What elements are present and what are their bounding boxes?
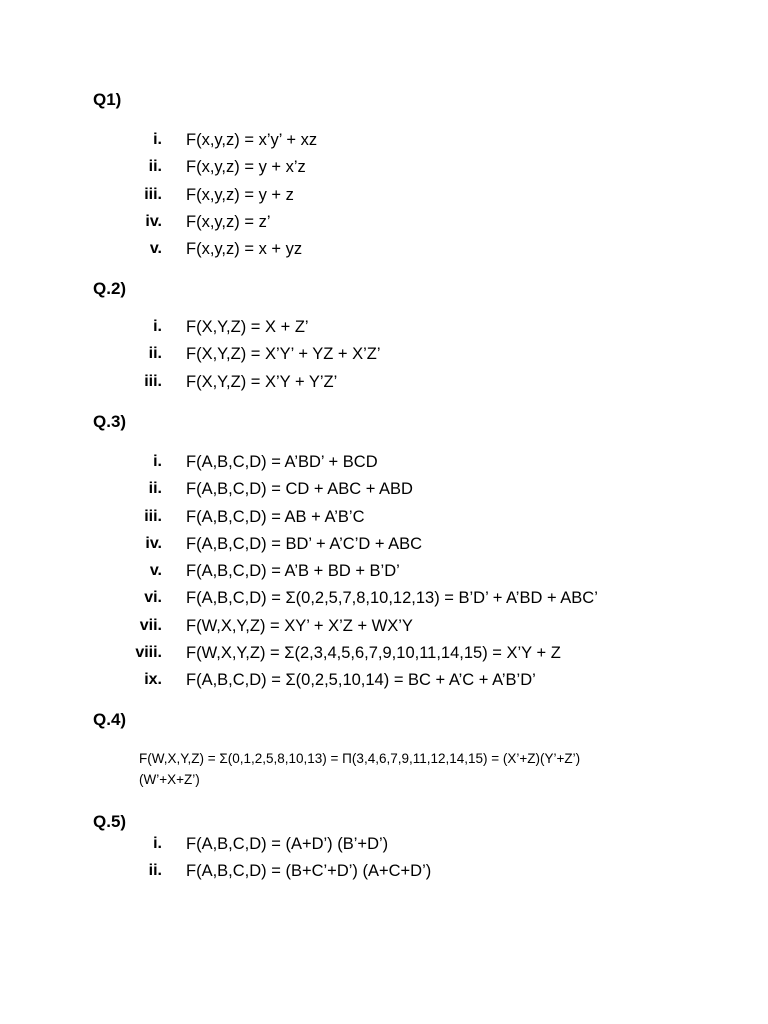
item-expression: F(A,B,C,D) = Σ(0,2,5,10,14) = BC + A’C + A’B’D’	[186, 671, 536, 690]
list-item	[0, 344, 768, 371]
item-expression: F(W,X,Y,Z) = Σ(2,3,4,5,6,7,9,10,11,14,15) = X’Y + Z	[186, 644, 561, 663]
item-expression: F(X,Y,Z) = X’Y’ + YZ + X’Z’	[186, 345, 381, 364]
list-item	[0, 317, 768, 344]
item-number: i.	[153, 318, 162, 335]
list-item	[0, 616, 768, 643]
item-expression: F(x,y,z) = x + yz	[186, 240, 303, 259]
item-expression: F(A,B,C,D) = A’B + BD + B’D’	[186, 562, 400, 581]
item-number: ix.	[144, 671, 162, 689]
item-number: i.	[153, 131, 162, 148]
item-number: ii.	[148, 158, 162, 176]
question-2-heading: Q.2)	[93, 279, 127, 298]
item-expression: F(A,B,C,D) = (B+C’+D’) (A+C+D’)	[186, 862, 432, 881]
question-4-text: F(W,X,Y,Z) = Σ(0,1,2,5,8,10,13) = Π(3,4,6,7,9,11,12,14,15) = (X’+Z)(Y’+Z’)(W’+X+Z’)	[139, 751, 581, 787]
item-expression: F(A,B,C,D) = (A+D’) (B’+D’)	[186, 835, 389, 853]
item-number: ii.	[148, 862, 162, 880]
item-expression: F(A,B,C,D) = AB + A’B’C	[186, 507, 365, 526]
list-item	[0, 157, 768, 184]
question-3-heading: Q.3)	[93, 412, 127, 431]
item-number: iv.	[145, 212, 162, 230]
question-2-list	[0, 317, 768, 399]
list-item	[0, 479, 768, 506]
question-3-list	[0, 452, 768, 698]
item-expression: F(x,y,z) = y + x’z	[186, 158, 306, 177]
item-number: iii.	[144, 507, 162, 525]
list-item	[0, 212, 768, 239]
list-item	[0, 372, 768, 399]
item-number: vii.	[139, 616, 162, 634]
item-number: iii.	[144, 185, 162, 203]
list-item	[0, 507, 768, 534]
item-number: ii.	[148, 480, 162, 498]
item-number: iv.	[145, 534, 162, 552]
item-expression: F(x,y,z) = z’	[186, 212, 271, 231]
question-1-list	[0, 130, 768, 266]
item-expression: F(x,y,z) = x’y’ + xz	[186, 131, 318, 149]
item-expression: F(A,B,C,D) = Σ(0,2,5,7,8,10,12,13) = B’D’ + A’BD + ABC’	[186, 589, 598, 608]
list-item	[0, 239, 768, 266]
item-number: v.	[149, 240, 162, 258]
question-1-heading: Q1)	[93, 90, 122, 109]
list-item	[0, 130, 768, 157]
item-expression: F(W,X,Y,Z) = XY’ + X’Z + WX’Y	[186, 616, 413, 635]
item-number: iii.	[144, 372, 162, 390]
question-4-heading: Q.4)	[93, 710, 127, 729]
list-item	[0, 861, 768, 888]
item-number: v.	[149, 562, 162, 580]
item-expression: F(X,Y,Z) = X’Y + Y’Z’	[186, 372, 338, 391]
item-number: ii.	[148, 345, 162, 363]
item-number: viii.	[135, 644, 162, 662]
item-number: i.	[153, 835, 162, 852]
list-item	[0, 670, 768, 697]
list-item	[0, 588, 768, 615]
item-expression: F(x,y,z) = y + z	[186, 185, 294, 204]
item-expression: F(A,B,C,D) = BD’ + A’C’D + ABC	[186, 534, 423, 553]
list-item	[0, 643, 768, 670]
list-item	[0, 185, 768, 212]
list-item	[0, 452, 768, 479]
question-5-heading: Q.5)	[93, 812, 127, 831]
item-expression: F(X,Y,Z) = X + Z’	[186, 318, 309, 336]
item-expression: F(A,B,C,D) = A’BD’ + BCD	[186, 453, 378, 471]
question-5-list	[0, 834, 768, 889]
item-number: i.	[153, 453, 162, 470]
item-number: vi.	[144, 589, 162, 607]
list-item	[0, 834, 768, 861]
list-item	[0, 534, 768, 561]
item-expression: F(A,B,C,D) = CD + ABC + ABD	[186, 480, 413, 499]
list-item	[0, 561, 768, 588]
